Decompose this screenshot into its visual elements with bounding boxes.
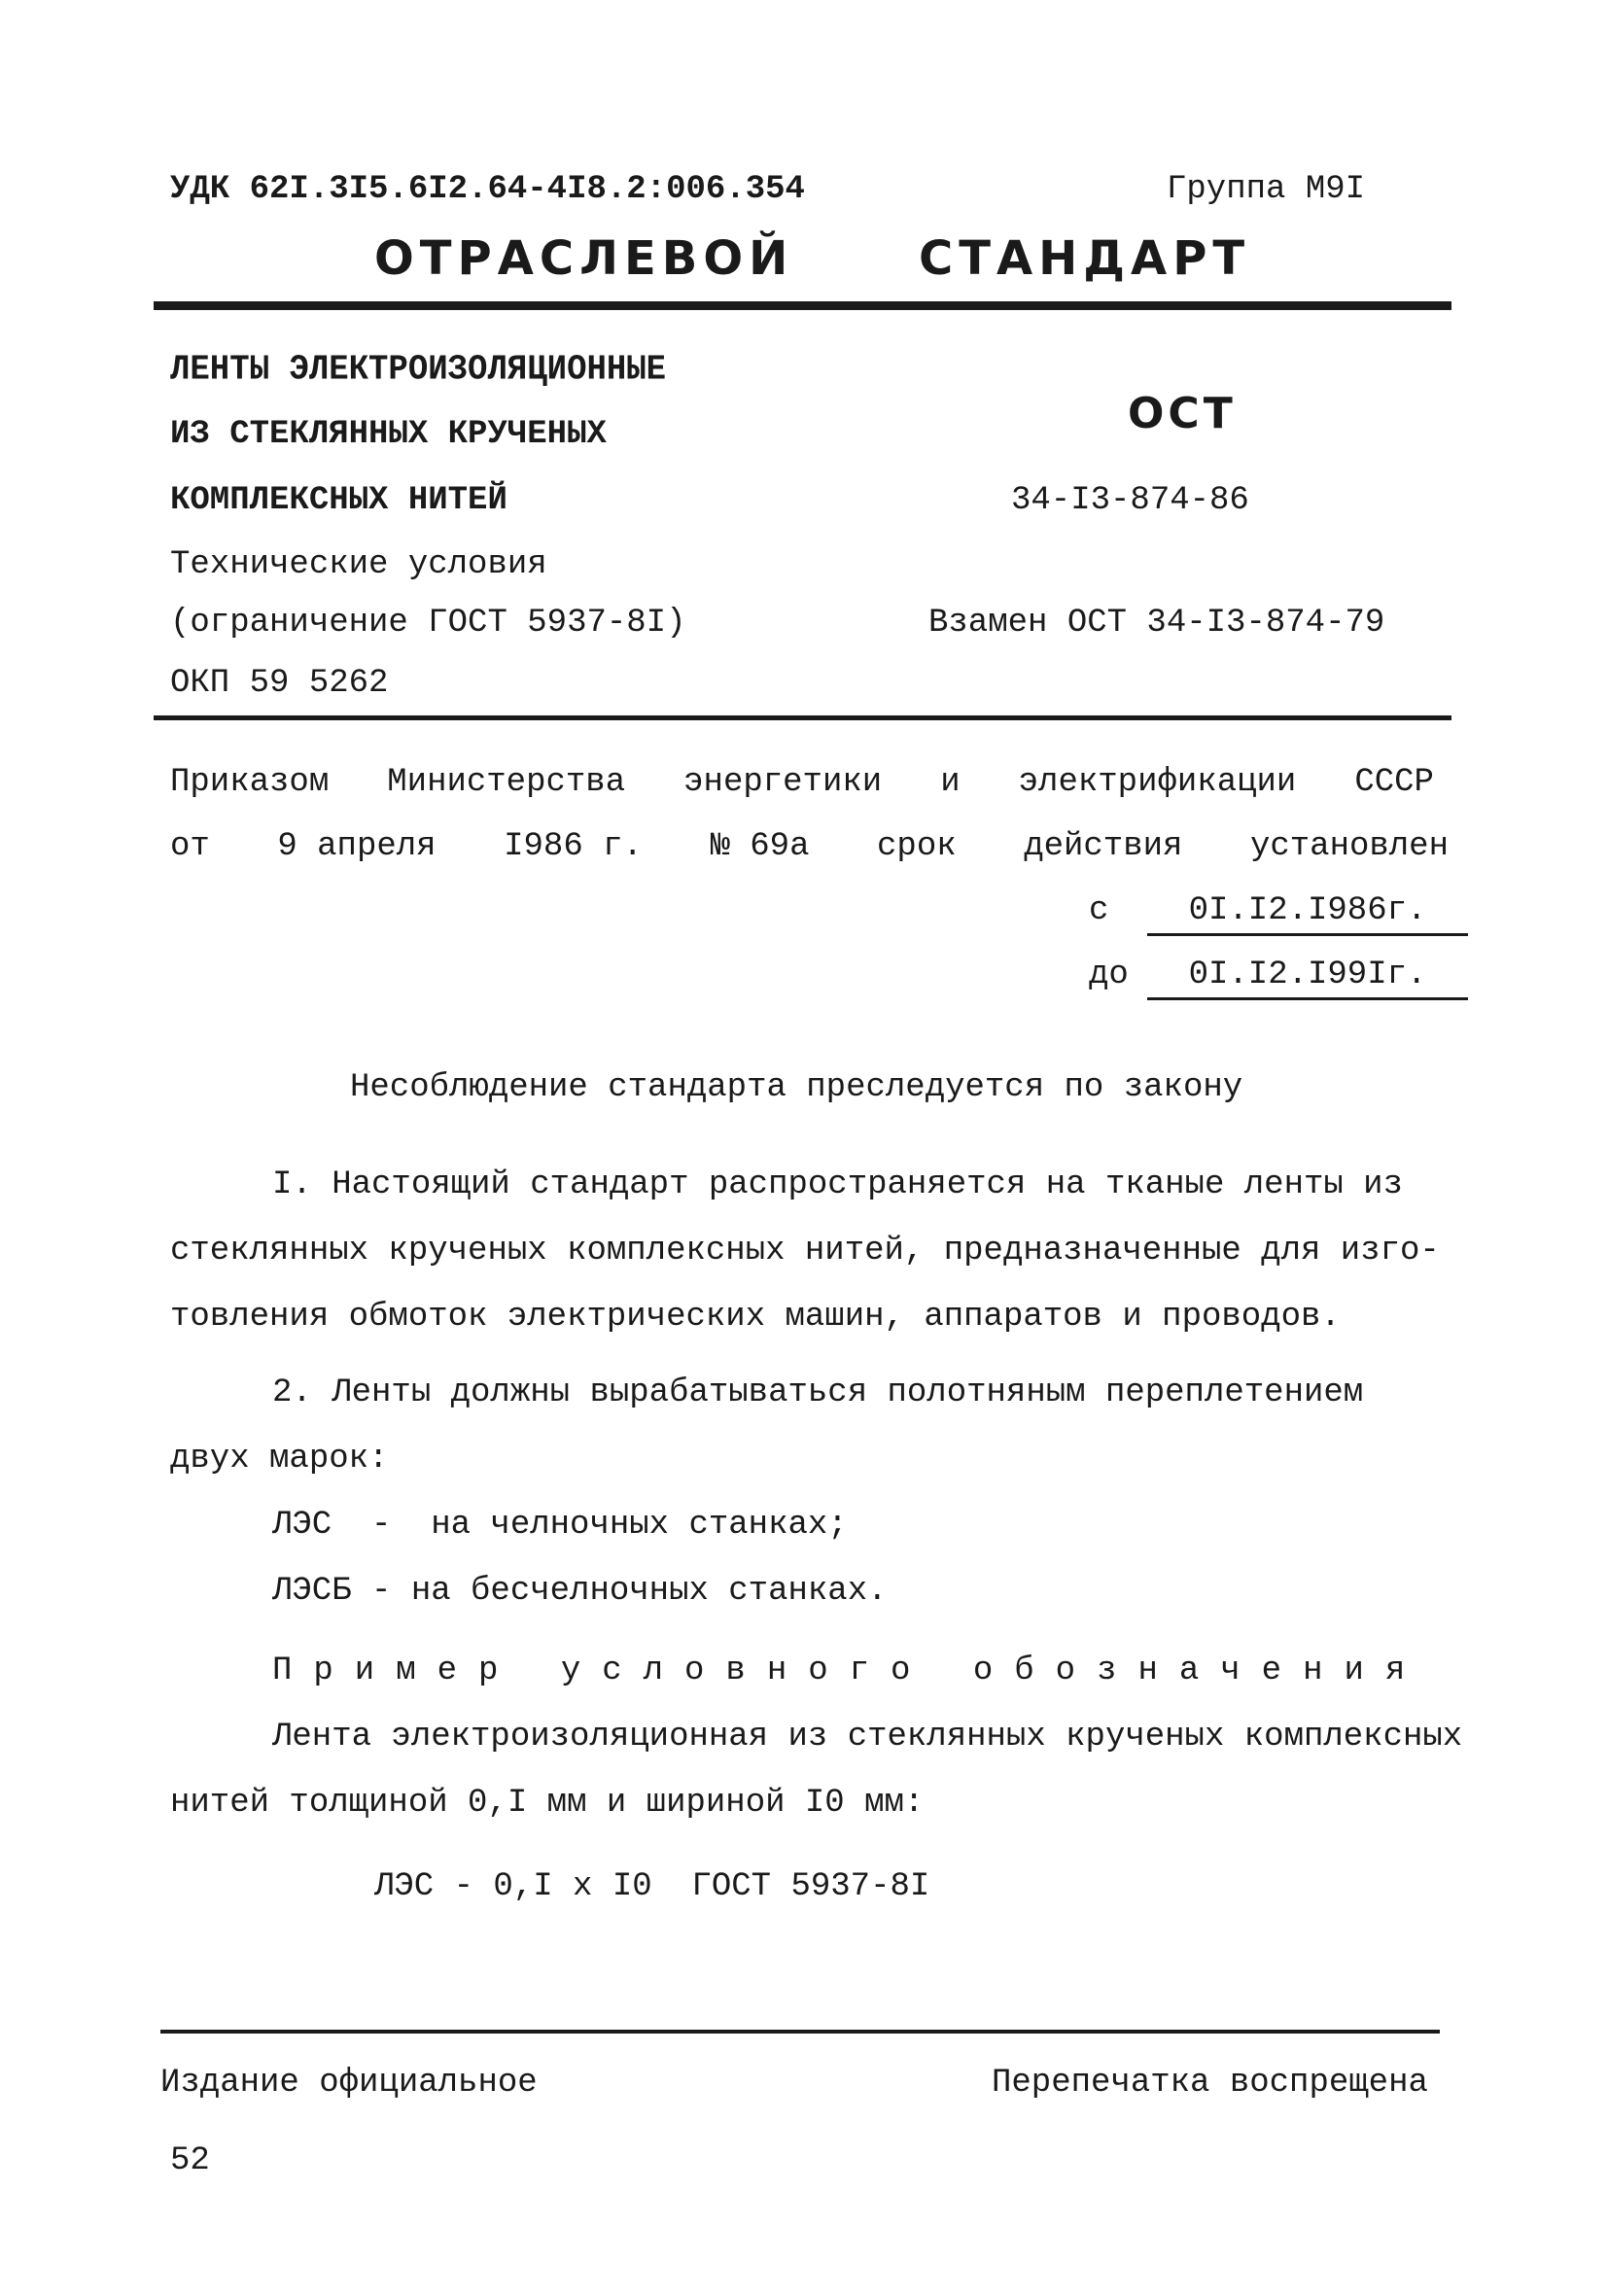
to-date: 0I.I2.I99Iг.: [1147, 957, 1468, 1000]
from-label: с: [1089, 892, 1109, 929]
header-thick-rule: [154, 301, 1451, 310]
para1-line-2: стеклянных крученых комплексных нитей, предназначенные для изго-: [170, 1233, 1440, 1270]
order-word: срок: [877, 828, 957, 865]
order-word: действия: [1024, 828, 1183, 865]
para2-line-1: 2. Ленты должны вырабатываться полотняным переплетением: [272, 1374, 1364, 1411]
example-line-2: нитей толщиной 0,I мм и шириной I0 мм:: [170, 1785, 925, 1822]
order-line-2: [170, 828, 1449, 865]
page-number: 52: [170, 2142, 210, 2179]
restriction: (ограничение ГОСТ 5937-8I): [170, 605, 686, 642]
title-left: ОТРАСЛЕВОЙ: [374, 231, 794, 286]
para1-line-3: товления обмоток электрических машин, аппаратов и проводов.: [170, 1299, 1341, 1336]
title-right: СТАНДАРТ: [919, 231, 1251, 286]
ost-label: ОСТ: [1128, 389, 1237, 438]
mark-les: ЛЭС - на челночных станках;: [272, 1507, 848, 1544]
title-line-3: КОМПЛЕКСНЫХ НИТЕЙ: [170, 482, 507, 519]
udk-code: УДК 62I.3I5.6I2.64-4I8.2:006.354: [170, 171, 805, 208]
replaces: Взамен ОСТ 34-I3-874-79: [928, 605, 1385, 642]
mark-lesb: ЛЭСБ - на бесчелночных станках.: [272, 1573, 888, 1610]
order-word: № 69а: [710, 828, 810, 865]
example-code: ЛЭС - 0,I х I0 ГОСТ 5937-8I: [374, 1868, 930, 1905]
title-line-1: ЛЕНТЫ ЭЛЕКТРОИЗОЛЯЦИОННЫЕ: [170, 351, 667, 390]
subtitle: Технические условия: [170, 546, 547, 583]
group-code: Группа М9I: [1167, 171, 1366, 208]
to-label: до: [1089, 957, 1129, 993]
okp-code: ОКП 59 5262: [170, 665, 389, 702]
order-word: от: [170, 828, 210, 865]
footer-rule: [160, 2030, 1440, 2034]
order-word: энергетики: [683, 764, 883, 801]
order-word: 9 апреля: [277, 828, 437, 865]
para2-line-2: двух марок:: [170, 1441, 389, 1478]
designation-rule: [154, 715, 1451, 720]
order-word: Министерства: [387, 764, 626, 801]
validity-to: [1089, 957, 1468, 1000]
order-word: СССР: [1354, 764, 1434, 801]
legal-notice: Несоблюдение стандарта преследуется по закону: [350, 1069, 1243, 1106]
order-word: Приказом: [170, 764, 330, 801]
order-line-1: [170, 764, 1434, 801]
order-word: установлен: [1249, 828, 1449, 865]
reprint-forbidden: Перепечатка воспрещена: [992, 2065, 1428, 2102]
edition-official: Издание официальное: [160, 2065, 538, 2102]
title-line-2: ИЗ СТЕКЛЯННЫХ КРУЧЕНЫХ: [170, 416, 607, 453]
from-date: 0I.I2.I986г.: [1147, 892, 1468, 936]
validity-from: [1089, 892, 1468, 936]
order-word: и: [940, 764, 961, 801]
example-heading: Пример условного обозначения: [272, 1652, 1427, 1689]
order-word: электрификации: [1018, 764, 1297, 801]
order-word: I986 г.: [504, 828, 643, 865]
example-line-1: Лента электроизоляционная из стеклянных крученых комплексных: [272, 1719, 1463, 1756]
ost-number: 34-I3-874-86: [1011, 482, 1249, 519]
para1-line-1: I. Настоящий стандарт распространяется на тканые ленты из: [272, 1166, 1403, 1203]
